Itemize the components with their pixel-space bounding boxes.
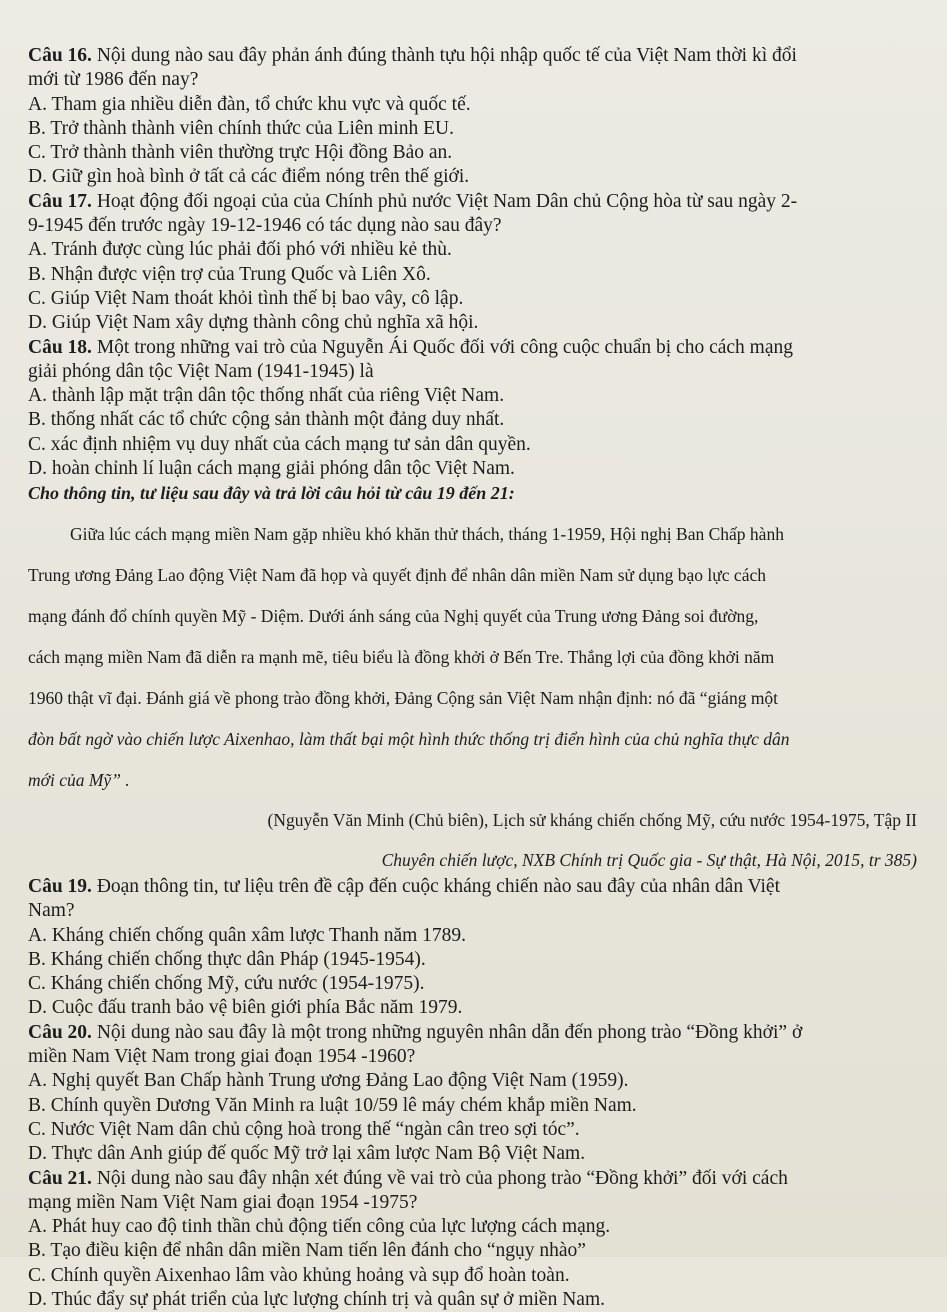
q18-stem-text: Một trong những vai trò của Nguyễn Ái Quốc đối với công cuộc chuẩn bị cho cách mạng	[96, 336, 793, 358]
q20-stem-line-2: miền Nam Việt Nam trong giai đoạn 1954 -1960?	[28, 1046, 416, 1068]
q16-stem-line-1	[28, 44, 923, 68]
passage-line-1: Giữa lúc cách mạng miền Nam gặp nhiều khó khăn thử thách, tháng 1-1959, Hội nghị Ban Chấp hành	[70, 524, 784, 545]
q16-option-d: D. Giữ gìn hoà bình ở tất cả các điểm nóng trên thế giới.	[28, 166, 470, 188]
passage-line-2: Trung ương Đảng Lao động Việt Nam đã họp và quyết định để nhân dân miền Nam sử dụng bạo lực cách	[28, 565, 766, 586]
q17-label: Câu 17.	[28, 190, 92, 212]
q20-option-a: A. Nghị quyết Ban Chấp hành Trung ương Đảng Lao động Việt Nam (1959).	[28, 1070, 629, 1092]
q18-label: Câu 18.	[28, 336, 92, 358]
q21-stem-line-2: mạng miền Nam Việt Nam giai đoạn 1954 -1975?	[28, 1191, 418, 1213]
source-line-1: (Nguyễn Văn Minh (Chủ biên), Lịch sử kháng chiến chống Mỹ, cứu nước 1954-1975, Tập II	[267, 810, 917, 831]
q20-label: Câu 20.	[28, 1021, 92, 1043]
q21-option-b: B. Tạo điều kiện để nhân dân miền Nam tiến lên đánh cho “ngụy nhào”	[28, 1240, 586, 1262]
q20-option-c: C. Nước Việt Nam dân chủ cộng hoà trong thế “ngàn cân treo sợi tóc”.	[28, 1118, 580, 1140]
q21-stem-text: Nội dung nào sau đây nhận xét đúng về vai trò của phong trào “Đồng khởi” đối với cách	[96, 1167, 788, 1189]
q19-label: Câu 19.	[28, 875, 92, 897]
q20-stem-text: Nội dung nào sau đây là một trong những nguyên nhân dẫn đến phong trào “Đồng khởi” ở	[96, 1021, 803, 1043]
q17-stem-text: Hoạt động đối ngoại của của Chính phủ nước Việt Nam Dân chủ Cộng hòa từ sau ngày 2-	[96, 190, 798, 212]
q18-option-d: D. hoàn chỉnh lí luận cách mạng giải phóng dân tộc Việt Nam.	[28, 458, 515, 480]
q16-option-b: B. Trở thành thành viên chính thức của Liên minh EU.	[28, 117, 454, 139]
passage-line-4: cách mạng miền Nam đã diễn ra mạnh mẽ, tiêu biểu là đồng khởi ở Bến Tre. Thắng lợi của đồng khởi năm	[28, 646, 775, 667]
q18-option-c: C. xác định nhiệm vụ duy nhất của cách mạng tư sản dân quyền.	[28, 433, 531, 455]
q17-option-a: A. Tránh được cùng lúc phải đối phó với nhiều kẻ thù.	[28, 239, 452, 261]
q18-stem-line-2: giải phóng dân tộc Việt Nam (1941-1945) là	[28, 360, 374, 382]
q21-option-a: A. Phát huy cao độ tinh thần chủ động tiến công của lực lượng cách mạng.	[28, 1216, 611, 1238]
q20-stem-line-1	[28, 1021, 923, 1045]
q16-stem-text: Nội dung nào sau đây phản ánh đúng thành tựu hội nhập quốc tế của Việt Nam thời kì đổi	[96, 45, 797, 66]
passage-line-7: mới của Mỹ” .	[28, 769, 130, 790]
q17-stem-line-2: 9-1945 đến trước ngày 19-12-1946 có tác dụng nào sau đây?	[28, 215, 502, 237]
q21-stem-line-1	[28, 1167, 923, 1191]
q16-option-c: C. Trở thành thành viên thường trực Hội đồng Bảo an.	[28, 142, 453, 164]
q18-option-b: B. thống nhất các tổ chức cộng sản thành một đảng duy nhất.	[28, 409, 505, 431]
q17-option-c: C. Giúp Việt Nam thoát khỏi tình thế bị bao vây, cô lập.	[28, 287, 464, 309]
q21-option-c: C. Chính quyền Aixenhao lâm vào khủng hoảng và sụp đổ hoàn toàn.	[28, 1264, 570, 1286]
passage-line-5: 1960 thật vĩ đại. Đánh giá về phong trào đồng khởi, Đảng Cộng sản Việt Nam nhận định: nó đã “giáng một	[28, 687, 779, 708]
q19-stem-line-1	[28, 875, 923, 899]
q20-option-d: D. Thực dân Anh giúp đế quốc Mỹ trở lại xâm lược Nam Bộ Việt Nam.	[28, 1143, 586, 1165]
q19-option-c: C. Kháng chiến chống Mỹ, cứu nước (1954-1975).	[28, 973, 425, 995]
q16-stem-line-2: mới từ 1986 đến nay?	[28, 69, 199, 91]
q20-option-b: B. Chính quyền Dương Văn Minh ra luật 10/59 lê máy chém khắp miền Nam.	[28, 1094, 637, 1116]
q18-stem-line-1	[28, 336, 923, 360]
passage-line-6: đòn bất ngờ vào chiến lược Aixenhao, làm thất bại một hình thức thống trị điển hình của chủ nghĩa thực dân	[28, 728, 790, 749]
passage-line-3: mạng đánh đổ chính quyền Mỹ - Diệm. Dưới ánh sáng của Nghị quyết của Trung ương Đảng soi đường,	[28, 605, 759, 626]
q21-label: Câu 21.	[28, 1167, 92, 1189]
q19-option-d: D. Cuộc đấu tranh bảo vệ biên giới phía Bắc năm 1979.	[28, 997, 463, 1019]
q21-option-d: D. Thúc đẩy sự phát triển của lực lượng chính trị và quân sự ở miền Nam.	[28, 1289, 605, 1311]
q19-stem-text: Đoạn thông tin, tư liệu trên đề cập đến cuộc kháng chiến nào sau đây của nhân dân Việt	[96, 875, 781, 897]
q19-stem-line-2: Nam?	[28, 900, 75, 922]
q16-label: Câu 16.	[28, 45, 92, 66]
q19-option-a: A. Kháng chiến chống quân xâm lược Thanh năm 1789.	[28, 924, 467, 946]
q17-option-d: D. Giúp Việt Nam xây dựng thành công chủ nghĩa xã hội.	[28, 312, 479, 334]
q17-stem-line-1	[28, 190, 923, 214]
reading-intro: Cho thông tin, tư liệu sau đây và trả lời câu hỏi từ câu 19 đến 21:	[28, 483, 515, 504]
source-line-2: Chuyên chiến lược, NXB Chính trị Quốc gia - Sự thật, Hà Nội, 2015, tr 385)	[381, 849, 917, 870]
q18-option-a: A. thành lập mặt trận dân tộc thống nhất của riêng Việt Nam.	[28, 385, 505, 407]
q17-option-b: B. Nhận được viện trợ của Trung Quốc và Liên Xô.	[28, 263, 431, 285]
q19-option-b: B. Kháng chiến chống thực dân Pháp (1945-1954).	[28, 948, 426, 970]
q16-option-a: A. Tham gia nhiều diễn đàn, tổ chức khu vực và quốc tế.	[28, 93, 471, 115]
